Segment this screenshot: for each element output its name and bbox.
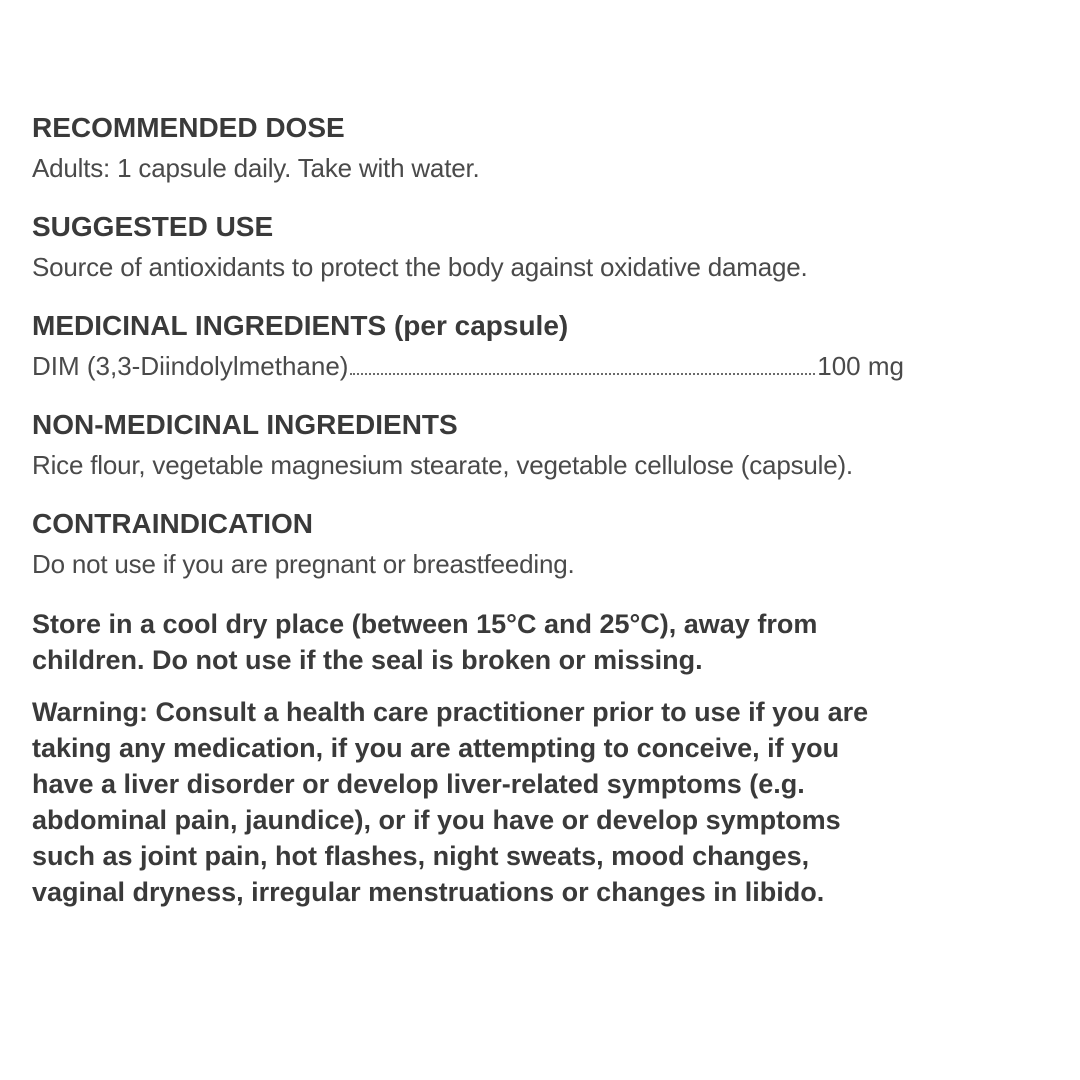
medicinal-ingredients-heading: MEDICINAL INGREDIENTS (per capsule) [32,310,569,341]
contraindication-section [32,504,1052,584]
warning-line: such as joint pain, hot flashes, night sweats, mood changes, [32,841,810,871]
recommended-dose-section [32,108,1052,188]
warning-line: taking any medication, if you are attempting to conceive, if you [32,733,840,763]
ingredient-amount: 100 mg [817,351,904,381]
suggested-use-section [32,207,1052,287]
suggested-use-text: Source of antioxidants to protect the body against oxidative damage. [32,252,808,282]
product-label-panel [32,108,1052,926]
warning-line: have a liver disorder or develop liver-related symptoms (e.g. [32,769,805,799]
warning-line: Warning: Consult a health care practitioner prior to use if you are [32,697,869,727]
recommended-dose-text: Adults: 1 capsule daily. Take with water. [32,153,480,183]
storage-instructions [32,606,1052,678]
non-medicinal-ingredients-section [32,405,1052,485]
storage-line: children. Do not use if the seal is broken or missing. [32,645,703,675]
warning-line: abdominal pain, jaundice), or if you have or develop symptoms [32,805,841,835]
non-medicinal-ingredients-heading: NON-MEDICINAL INGREDIENTS [32,409,458,440]
ingredient-row [32,346,904,386]
non-medicinal-ingredients-text: Rice flour, vegetable magnesium stearate, vegetable cellulose (capsule). [32,450,853,480]
storage-line: Store in a cool dry place (between 15°C and 25°C), away from [32,609,818,639]
contraindication-heading: CONTRAINDICATION [32,508,314,539]
contraindication-text: Do not use if you are pregnant or breastfeeding. [32,549,575,579]
dotted-leader [350,373,815,375]
suggested-use-heading: SUGGESTED USE [32,211,274,242]
ingredient-name: DIM (3,3-Diindolylmethane) [32,351,349,381]
recommended-dose-heading: RECOMMENDED DOSE [32,112,345,143]
warning-text [32,694,1052,910]
medicinal-ingredients-section [32,306,1052,386]
warning-line: vaginal dryness, irregular menstruations or changes in libido. [32,877,825,907]
